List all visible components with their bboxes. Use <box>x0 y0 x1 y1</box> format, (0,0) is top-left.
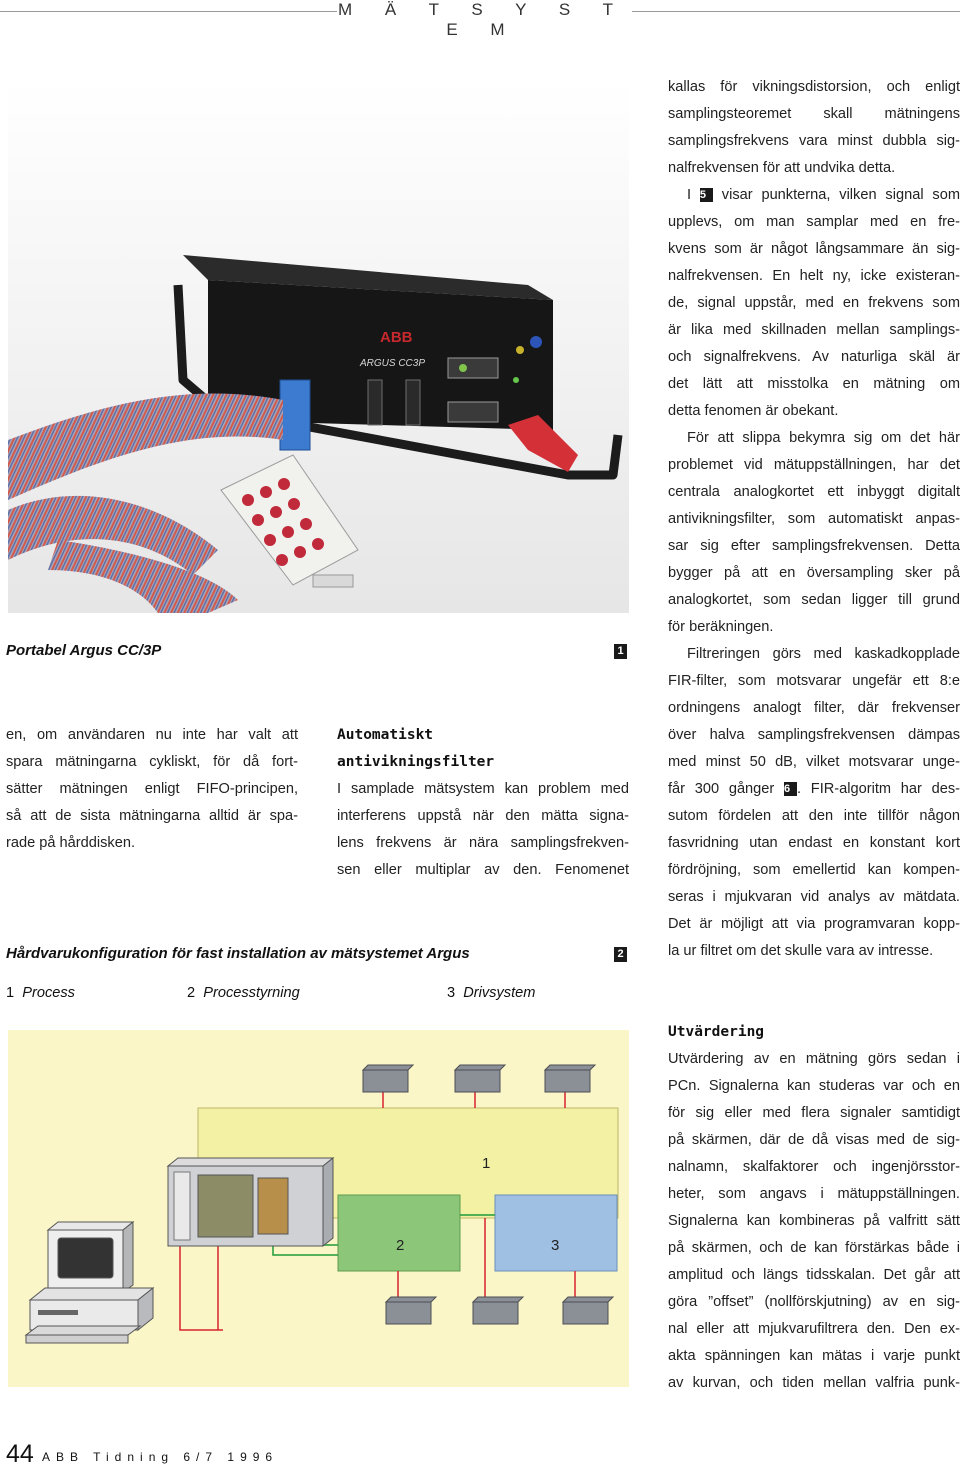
text-line: spara mätningarna cykliskt, för då fort- <box>6 754 298 770</box>
text-line: seras i mjukvaran vid analys av mätdata. <box>668 889 960 905</box>
text-line: nalfrekvensen. En helt ny, icke existeran- <box>668 268 960 284</box>
ref-prefix: får 300 gånger <box>668 781 775 797</box>
control-box <box>338 1195 460 1271</box>
legend-item-process <box>6 985 75 1001</box>
section-heading: Utvärdering <box>668 1024 765 1040</box>
text-line: på skärmen, och de kan förstärkas både i <box>668 1240 960 1256</box>
text-line: För att slippa bekymra sig om det här <box>687 430 960 446</box>
legend-item-control <box>187 985 300 1001</box>
figure-5-reference: 5 <box>700 188 713 202</box>
header-rule-right <box>632 11 960 12</box>
text-line: det lätt att misstolka en mätning om <box>668 376 960 392</box>
figure-2-number: 2 <box>614 947 627 962</box>
diagram-canvas <box>8 1030 629 1387</box>
text-line: de, signal uppstår, med en frekvens som <box>668 295 960 311</box>
text-line: Utvärdering av en mätning görs sedan i <box>668 1051 960 1067</box>
text-line: samplingsteoremet skall mätningens <box>668 106 960 122</box>
text-line: av kurvan, och tiden mellan valfria punk- <box>668 1375 960 1391</box>
text-line: över halva samplingsfrekvensen dämpas <box>668 727 960 743</box>
text-line: nalfrekvensen för att undvika detta. <box>668 160 896 176</box>
text-line: akta spänningen kan mätas i varje punkt <box>668 1348 960 1364</box>
text-line: amplitud och längs tidsskalan. Det går att <box>668 1267 960 1283</box>
ref-prefix: I <box>687 187 692 203</box>
legend-label: Process <box>22 985 75 1001</box>
text-line: I samplade mätsystem kan problem med <box>337 781 629 797</box>
text-line: så att de sista mätningarna alltid är spa- <box>6 808 298 824</box>
text-line-with-figure-ref <box>687 182 960 209</box>
hardware-configuration-diagram <box>8 1030 629 1387</box>
text-line: analogkortet, som sedan ligger till grund <box>668 592 960 608</box>
argus-device-photo <box>8 80 629 613</box>
legend-number: 2 <box>187 985 196 1001</box>
rack-cabinet <box>168 1158 333 1246</box>
text-line: för sig eller med flera signaler samtidigt <box>668 1105 960 1121</box>
publication-footer: ABB Tidning 6/7 1996 <box>42 1450 279 1464</box>
text-line: är lika med skillnaden mellan samplings- <box>668 322 960 338</box>
io-modules-bottom <box>386 1297 613 1324</box>
text-line: med minst 50 dB, vilket motsvarar unge- <box>668 754 960 770</box>
text-line: ordningens analogt filter, där frekvenser <box>668 700 960 716</box>
figure-1-number: 1 <box>614 644 627 659</box>
figure-1-caption: Portabel Argus CC/3P <box>6 642 162 659</box>
text-line: på skärmen, där de då visas med de sig- <box>668 1132 960 1148</box>
header-rule-left <box>0 11 337 12</box>
argus-device-illustration <box>8 80 629 613</box>
text-line: sen eller multiplar av den. Fenomenet <box>337 862 629 878</box>
device-brand-label: ABB <box>380 329 413 346</box>
text-line: centrala analogkortet ett inbyggt digitalt <box>668 484 960 500</box>
text-line: heter, som angavs i mätuppställningen. <box>668 1186 960 1202</box>
text-line: Filtreringen görs med kaskadkopplade <box>687 646 960 662</box>
text-line: lens frekvens är nära samplingsfrekven- <box>337 835 629 851</box>
page-number: 44 <box>6 1440 34 1468</box>
section-heading-line: Automatiskt <box>337 727 434 743</box>
text-line: sutom fördelen att den inte tillför någon <box>668 808 960 824</box>
legend-number: 1 <box>6 985 15 1001</box>
figure-2-caption: Hårdvarukonfiguration för fast installation av mätsystemet Argus <box>6 945 470 962</box>
text-line: FIR-filter, som motsvarar ungefär ett 8:e <box>668 673 960 689</box>
text-line: fasvridning utan endast en konstant kort <box>668 835 960 851</box>
control-box-label: 2 <box>396 1237 405 1254</box>
drive-box-label: 3 <box>551 1237 560 1254</box>
text-line: antivikningsfilter, som automatiskt anpas- <box>668 511 960 527</box>
ref-suffix: . FIR-algoritm har des- <box>797 781 960 797</box>
legend-label: Processtyrning <box>203 985 300 1001</box>
legend-label: Drivsystem <box>463 985 536 1001</box>
text-line-with-figure-ref <box>668 776 960 803</box>
process-box-label: 1 <box>482 1155 491 1172</box>
ref-suffix: visar punkterna, vilken signal som <box>721 187 960 203</box>
legend-item-drive <box>447 985 535 1001</box>
text-line: en, om användaren nu inte har valt att <box>6 727 298 743</box>
text-line: bygger på att en översampling sker på <box>668 565 960 581</box>
drive-box <box>495 1195 617 1271</box>
section-heading-line: antivikningsfilter <box>337 754 495 770</box>
text-line: problemet vid mätuppställningen, har det <box>668 457 960 473</box>
text-line: upplevs, om man samplar med en fre- <box>668 214 960 230</box>
text-line: PCn. Signalerna kan studeras var och en <box>668 1078 960 1094</box>
running-header-title: M Ä T S Y S T E M <box>337 0 628 39</box>
text-line: Det är möjligt att via programvaran kopp- <box>668 916 960 932</box>
figure-6-reference: 6 <box>784 782 797 796</box>
text-line: kallas för vikningsdistorsion, och enligt <box>668 79 960 95</box>
text-line: och signalfrekvens. Av naturliga skäl är <box>668 349 960 365</box>
text-line: rade på hårddisken. <box>6 835 135 851</box>
device-model-label: ARGUS CC3P <box>360 358 426 369</box>
text-line: sätter mätningen enligt FIFO-principen, <box>6 781 298 797</box>
io-modules-top <box>363 1065 595 1092</box>
text-line: fördröjning, som emellertid kan kompen- <box>668 862 960 878</box>
text-line: Signalerna kan kombineras på valfritt sätt <box>668 1213 960 1229</box>
legend-number: 3 <box>447 985 456 1001</box>
text-line: nal eller att mjukvarufiltrera den. Den ex- <box>668 1321 960 1337</box>
text-line: för beräkningen. <box>668 619 774 635</box>
text-line: sar sig efter samplingsfrekvensen. Detta <box>668 538 960 554</box>
text-line: kvens som är något långsammare än sig- <box>668 241 960 257</box>
personal-computer <box>26 1222 153 1343</box>
text-line: samplingsfrekvens vara minst dubbla sig- <box>668 133 960 149</box>
text-line: nalnamn, skalfaktorer och ingenjörsstor- <box>668 1159 960 1175</box>
connector-blue <box>280 380 310 450</box>
text-line: la ur filtret om det skulle vara av intresse. <box>668 943 934 959</box>
text-line: detta fenomen är obekant. <box>668 403 839 419</box>
text-line: göra ”offset” (nollförskjutning) av en sig- <box>668 1294 960 1310</box>
text-line: interferens uppstå när den mätta signa- <box>337 808 629 824</box>
